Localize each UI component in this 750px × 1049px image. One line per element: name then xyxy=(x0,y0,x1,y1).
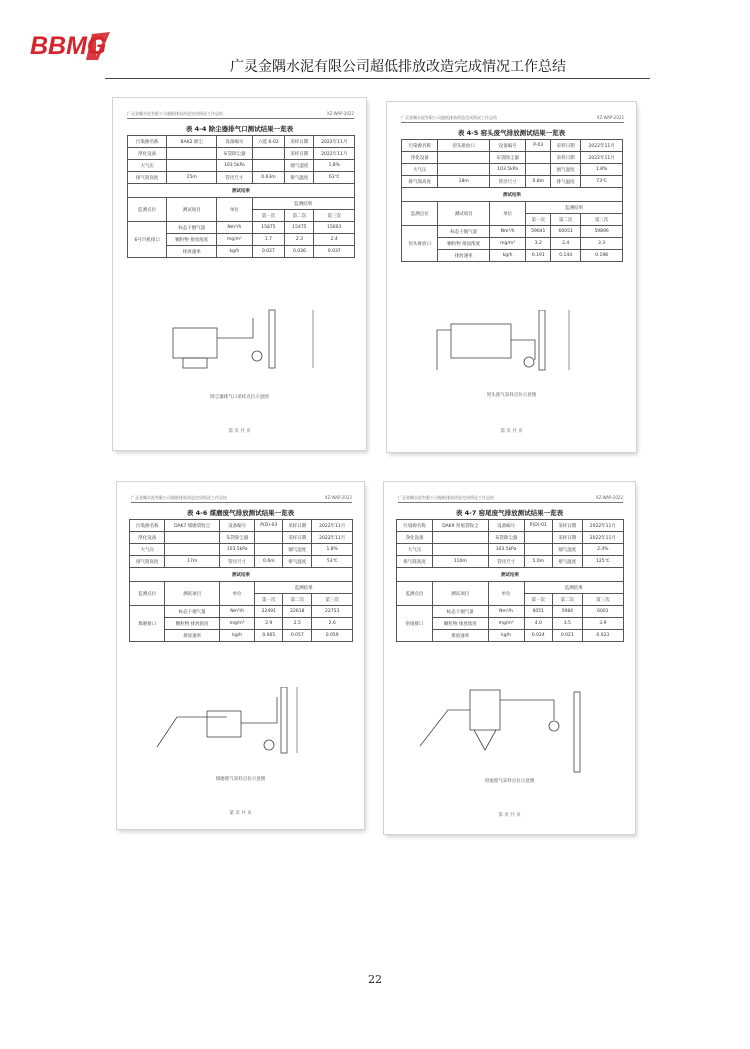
scanned-page-3 xyxy=(117,482,364,829)
info-cell: 排气温度 xyxy=(285,172,314,184)
scan-header xyxy=(131,494,352,503)
info-cell: P(D)-03 xyxy=(255,520,283,532)
section-row xyxy=(128,184,355,198)
info-cell xyxy=(255,544,283,556)
info-cell: 布袋除尘器 xyxy=(488,532,524,544)
info-cell xyxy=(524,544,552,556)
value-cell: 2.3 xyxy=(285,234,314,246)
unit-cell: mg/m³ xyxy=(217,234,252,246)
unit-cell: kg/h xyxy=(219,630,254,642)
info-cell: DAK7 煤磨袋收尘 xyxy=(165,520,220,532)
scan-header-right: XZ-WAP-2022 xyxy=(596,115,624,120)
info-row xyxy=(130,544,353,556)
section-row xyxy=(402,188,623,202)
run-header: 第三次 xyxy=(312,594,353,606)
info-cell: 2.4% xyxy=(582,544,623,556)
info-row xyxy=(397,544,624,556)
info-cell: 管径尺寸 xyxy=(488,556,524,568)
section-label: 测试结果 xyxy=(397,568,624,582)
run-header: 第一次 xyxy=(252,210,285,222)
info-cell: 六选 6-02 xyxy=(252,136,285,148)
scanned-page-2 xyxy=(387,102,636,452)
run-header: 第二次 xyxy=(283,594,312,606)
value-cell: 22618 xyxy=(283,606,312,618)
info-cell: 18m xyxy=(438,176,489,188)
info-cell: 5.0m xyxy=(524,556,552,568)
info-row xyxy=(130,556,353,568)
info-cell: 布袋除尘器 xyxy=(219,532,254,544)
page-title: 广灵金隅水泥有限公司超低排放改造完成情况工作总结 xyxy=(230,59,566,75)
info-cell: 排气筒高度 xyxy=(128,172,167,184)
info-cell: 2022年11月 xyxy=(581,140,623,152)
info-cell: 大气压 xyxy=(402,164,438,176)
data-row xyxy=(128,222,355,234)
info-cell xyxy=(433,532,488,544)
value-cell: 59641 xyxy=(526,226,551,238)
item-cell xyxy=(438,250,489,262)
info-cell: 2022年11月 xyxy=(312,520,353,532)
value-cell: 0.144 xyxy=(551,250,581,262)
info-cell xyxy=(524,532,552,544)
duct xyxy=(420,710,470,746)
stack xyxy=(269,310,275,368)
sampling-diagram xyxy=(153,308,353,428)
scan-header-right: XZ-WAP-2022 xyxy=(324,495,352,500)
info-cell xyxy=(165,544,220,556)
scan-header-left: 广灵金隅水泥有限公司超低排放改造完成情况工作总结 xyxy=(131,495,227,500)
info-cell: 25m xyxy=(167,172,217,184)
col-header-group: 监测结果 xyxy=(252,198,354,210)
item-cell xyxy=(167,246,217,258)
info-row xyxy=(402,152,623,164)
col-header-group: 监测结果 xyxy=(524,582,623,594)
logo-text: BBMG xyxy=(30,32,107,60)
info-cell xyxy=(526,164,551,176)
row-group-label: 煤磨排口 xyxy=(130,606,165,642)
item-cell xyxy=(438,226,489,238)
value-cell: 6001 xyxy=(582,606,623,618)
info-cell: 设备编号 xyxy=(219,520,254,532)
run-header: 第一次 xyxy=(255,594,283,606)
info-cell: 采样日期 xyxy=(285,148,314,160)
info-cell: 排气筒高度 xyxy=(397,556,433,568)
item-cell xyxy=(438,238,489,250)
value-cell: 6051 xyxy=(524,606,552,618)
col-header-group: 监测结果 xyxy=(255,582,353,594)
value-cell: 3.9 xyxy=(582,618,623,630)
info-cell: 125℃ xyxy=(582,556,623,568)
value-cell: 60051 xyxy=(551,226,581,238)
item-group: 颗粒物 xyxy=(175,621,190,627)
info-cell xyxy=(438,164,489,176)
item-name: 排放速率 xyxy=(182,249,201,255)
info-cell xyxy=(526,152,551,164)
info-cell: 53℃ xyxy=(312,556,353,568)
value-cell: 2.4 xyxy=(551,238,581,250)
info-cell: 烟气湿度 xyxy=(551,164,581,176)
section-label: 测试结果 xyxy=(130,568,353,582)
sampling-diagram xyxy=(417,310,617,430)
value-cell: 0.059 xyxy=(312,630,353,642)
value-cell: 15603 xyxy=(314,222,355,234)
unit-cell: Nm³/h xyxy=(217,222,252,234)
hopper xyxy=(474,730,496,750)
stack xyxy=(539,310,545,370)
info-cell: 净化设备 xyxy=(402,152,438,164)
table-title: 表 4-4 除尘器排气口测试结果一览表 xyxy=(185,125,294,133)
scan-header-right: XZ-WAP-2022 xyxy=(326,111,354,116)
test-results-table xyxy=(401,139,623,262)
info-cell: BAK2 除尘 xyxy=(167,136,217,148)
info-cell: 设备编号 xyxy=(489,140,525,152)
run-header: 第二次 xyxy=(285,210,314,222)
duct xyxy=(500,700,554,720)
info-cell: 采样日期 xyxy=(551,140,581,152)
col-header-row xyxy=(130,582,353,594)
info-cell: 污染源名称 xyxy=(397,520,433,532)
value-cell: 2.6 xyxy=(312,618,353,630)
info-cell: P-03 xyxy=(526,140,551,152)
col-header: 测试项目 xyxy=(165,582,220,606)
hopper xyxy=(183,358,207,368)
info-cell: 103.5kPa xyxy=(489,164,525,176)
info-cell: 大气压 xyxy=(130,544,165,556)
value-cell: 3.5 xyxy=(552,618,582,630)
value-cell: 22491 xyxy=(255,606,283,618)
info-cell xyxy=(255,532,283,544)
info-row xyxy=(128,160,355,172)
section-label: 测试结果 xyxy=(128,184,355,198)
fan-icon xyxy=(252,351,262,361)
info-cell: 大气压 xyxy=(397,544,433,556)
col-header: 单位 xyxy=(489,202,525,226)
item-name: 排放速率 xyxy=(454,253,473,259)
value-cell: 3.3 xyxy=(581,238,623,250)
col-header: 监测点位 xyxy=(128,198,167,222)
item-name: 排放浓度 xyxy=(458,621,477,627)
table-title: 表 4-7 窑尾废气排放测试结果一览表 xyxy=(455,509,564,517)
col-header: 测试项目 xyxy=(438,202,489,226)
duct xyxy=(217,318,253,338)
value-cell: 15475 xyxy=(285,222,314,234)
item-group: 颗粒物 xyxy=(447,241,461,247)
scan-header xyxy=(127,110,354,119)
col-header-row xyxy=(402,202,623,214)
diagram-caption: 窑头废气采样点位示意图 xyxy=(486,393,537,398)
col-header: 单位 xyxy=(488,582,524,606)
info-cell: 采样日期 xyxy=(283,520,312,532)
col-header: 监测点位 xyxy=(402,202,438,226)
unit-cell: Nm³/h xyxy=(219,606,254,618)
row-group-label: 窑头排放口 xyxy=(402,226,438,262)
run-header: 第一次 xyxy=(526,214,551,226)
item-name: 排放速率 xyxy=(451,633,470,639)
sampling-diagram xyxy=(414,680,614,810)
info-cell: 污染源名称 xyxy=(130,520,165,532)
section-label: 测试结果 xyxy=(402,188,623,202)
fan-icon xyxy=(549,721,559,731)
info-cell xyxy=(252,160,285,172)
col-header-row xyxy=(128,198,355,210)
info-cell: 采样日期 xyxy=(283,532,312,544)
collector-box xyxy=(173,328,217,358)
run-header: 第三次 xyxy=(581,214,623,226)
stack xyxy=(574,692,580,772)
info-row xyxy=(397,556,624,568)
scan-header xyxy=(398,494,623,503)
item-name: 排放速率 xyxy=(183,633,202,639)
value-cell: 22753 xyxy=(312,606,353,618)
scan-footer: 第 页 共 页 xyxy=(500,429,523,434)
item-cell xyxy=(165,606,220,618)
info-row xyxy=(130,532,353,544)
item-cell xyxy=(433,606,488,618)
info-cell: 烟气湿度 xyxy=(283,544,312,556)
info-cell: 排气温度 xyxy=(551,176,581,188)
col-header: 测试项目 xyxy=(433,582,488,606)
info-cell: 污染源名称 xyxy=(128,136,167,148)
value-cell: 59896 xyxy=(581,226,623,238)
scanned-page-1 xyxy=(113,98,366,450)
info-row xyxy=(128,148,355,160)
info-cell: 17m xyxy=(165,556,220,568)
diagram-caption: 煤磨废气采样点位示意图 xyxy=(215,777,266,782)
item-group: 颗粒物 xyxy=(175,237,189,243)
unit-cell: kg/h xyxy=(217,246,252,258)
value-cell: 0.027 xyxy=(252,246,285,258)
info-cell: P(D)-01 xyxy=(524,520,552,532)
value-cell: 3.2 xyxy=(526,238,551,250)
value-cell: 0.024 xyxy=(524,630,552,642)
info-cell: 1.8% xyxy=(581,164,623,176)
info-cell: 2022年11月 xyxy=(582,520,623,532)
col-header: 监测点位 xyxy=(130,582,165,606)
value-cell: 0.021 xyxy=(552,630,582,642)
value-cell: 0.057 xyxy=(283,630,312,642)
item-cell xyxy=(167,222,217,234)
scanned-page-4 xyxy=(384,482,635,834)
info-cell: 设备编号 xyxy=(488,520,524,532)
info-cell: 103.5kPa xyxy=(217,160,252,172)
info-cell xyxy=(433,544,488,556)
info-cell: 排气筒高度 xyxy=(130,556,165,568)
info-cell: 1.8% xyxy=(314,160,355,172)
info-cell: 排气筒高度 xyxy=(402,176,438,188)
info-cell xyxy=(167,160,217,172)
item-name: 排放浓度 xyxy=(190,237,209,243)
info-cell: 采样日期 xyxy=(552,520,582,532)
item-name: 标态干烟气量 xyxy=(446,609,474,615)
item-name: 排放浓度 xyxy=(190,621,209,627)
item-name: 标态干烟气量 xyxy=(178,609,206,615)
info-cell: 110m xyxy=(433,556,488,568)
test-results-table xyxy=(396,519,624,642)
info-cell: 烟气湿度 xyxy=(552,544,582,556)
info-cell: 烟气湿度 xyxy=(285,160,314,172)
info-cell: 排气温度 xyxy=(283,556,312,568)
item-cell xyxy=(165,630,220,642)
item-cell xyxy=(167,234,217,246)
info-cell: 2022年11月 xyxy=(581,152,623,164)
col-header: 测试项目 xyxy=(167,198,217,222)
unit-cell: Nm³/h xyxy=(488,606,524,618)
info-cell: 净化设备 xyxy=(397,532,433,544)
duct xyxy=(157,717,227,747)
row-group-label: 6号汽机排口 xyxy=(128,222,167,258)
test-results-table xyxy=(129,519,353,642)
duct xyxy=(511,340,535,360)
value-cell: 1.7 xyxy=(252,234,285,246)
info-cell xyxy=(167,148,217,160)
col-header-row xyxy=(397,582,624,594)
col-header: 单位 xyxy=(217,198,252,222)
diagram-caption: 除尘器排气口采样点位示意图 xyxy=(210,395,269,400)
info-cell: 设备编号 xyxy=(217,136,252,148)
info-cell: 大气压 xyxy=(128,160,167,172)
value-cell: 5984 xyxy=(552,606,582,618)
stack xyxy=(281,687,287,753)
scan-header-right: XZ-WAP-2022 xyxy=(595,495,623,500)
info-cell: 0.6m xyxy=(255,556,283,568)
info-row xyxy=(128,136,355,148)
info-cell: 采样日期 xyxy=(551,152,581,164)
diagram-caption: 窑尾废气采样点位示意图 xyxy=(484,779,535,784)
info-row xyxy=(397,532,624,544)
info-cell: 2022年11月 xyxy=(312,532,353,544)
info-cell: 布袋除尘器 xyxy=(489,152,525,164)
col-header: 监测点位 xyxy=(397,582,433,606)
item-name: 标态干烟气量 xyxy=(178,225,206,231)
info-cell: 采样日期 xyxy=(285,136,314,148)
info-row xyxy=(402,164,623,176)
run-header: 第三次 xyxy=(582,594,623,606)
row-group-label: 窑尾排口 xyxy=(397,606,433,642)
value-cell: 0.037 xyxy=(314,246,355,258)
info-cell: 2022年11月 xyxy=(314,136,355,148)
fan-icon xyxy=(524,357,534,367)
table-title: 表 4-5 窑头废气排放测试结果一览表 xyxy=(457,129,566,137)
value-cell: 0.191 xyxy=(526,250,551,262)
info-cell: 管径尺寸 xyxy=(489,176,525,188)
col-header-group: 监测结果 xyxy=(526,202,623,214)
info-cell: 73℃ xyxy=(581,176,623,188)
duct xyxy=(437,330,451,370)
run-header: 第一次 xyxy=(524,594,552,606)
info-cell: 管径尺寸 xyxy=(219,556,254,568)
info-cell xyxy=(165,532,220,544)
unit-cell: kg/h xyxy=(489,250,525,262)
value-cell: 15875 xyxy=(252,222,285,234)
info-row xyxy=(402,140,623,152)
value-cell: 2.9 xyxy=(255,618,283,630)
info-cell: 1.8% xyxy=(312,544,353,556)
collector-box xyxy=(451,324,511,358)
duct xyxy=(241,697,277,723)
section-row xyxy=(130,568,353,582)
data-row xyxy=(130,606,353,618)
info-row xyxy=(130,520,353,532)
info-cell: 2022年11月 xyxy=(582,532,623,544)
value-cell: 4.0 xyxy=(524,618,552,630)
run-header: 第三次 xyxy=(314,210,355,222)
scan-footer: 第 页 共 页 xyxy=(229,811,252,816)
value-cell: 2.4 xyxy=(314,234,355,246)
data-row xyxy=(402,226,623,238)
info-cell: 103.5kPa xyxy=(219,544,254,556)
info-cell: 103.5kPa xyxy=(488,544,524,556)
info-cell xyxy=(252,148,285,160)
item-cell xyxy=(433,618,488,630)
item-name: 排放浓度 xyxy=(462,241,481,247)
unit-cell: mg/m³ xyxy=(489,238,525,250)
item-cell xyxy=(433,630,488,642)
scan-footer: 第 页 共 页 xyxy=(498,813,521,818)
info-row xyxy=(402,176,623,188)
scan-header-left: 广灵金隅水泥有限公司超低排放改造完成情况工作总结 xyxy=(127,111,223,116)
info-cell: 63℃ xyxy=(314,172,355,184)
info-cell: 0.8m xyxy=(526,176,551,188)
value-cell: 0.036 xyxy=(285,246,314,258)
info-cell: 管径尺寸 xyxy=(217,172,252,184)
info-cell: 采样日期 xyxy=(552,532,582,544)
info-cell xyxy=(438,152,489,164)
scan-header-left: 广灵金隅水泥有限公司超低排放改造完成情况工作总结 xyxy=(398,495,494,500)
info-row xyxy=(128,172,355,184)
info-row xyxy=(397,520,624,532)
header-divider xyxy=(105,78,650,79)
fan-icon xyxy=(264,740,274,750)
col-header: 单位 xyxy=(219,582,254,606)
unit-cell: Nm³/h xyxy=(489,226,525,238)
info-cell: 布袋除尘器 xyxy=(217,148,252,160)
page-number: 22 xyxy=(368,973,382,986)
value-cell: 2.5 xyxy=(283,618,312,630)
value-cell: 0.023 xyxy=(582,630,623,642)
scan-footer: 第 页 共 页 xyxy=(228,429,251,434)
info-cell: 窑头排放口 xyxy=(438,140,489,152)
sampling-diagram xyxy=(147,687,347,807)
value-cell: 0.198 xyxy=(581,250,623,262)
info-cell: 0.63m xyxy=(252,172,285,184)
run-header: 第二次 xyxy=(551,214,581,226)
item-cell xyxy=(165,618,220,630)
info-cell: 2022年11月 xyxy=(314,148,355,160)
scan-header xyxy=(401,114,624,123)
unit-cell: kg/h xyxy=(488,630,524,642)
scan-header-left: 广灵金隅水泥有限公司超低排放改造完成情况工作总结 xyxy=(401,115,497,120)
info-cell: DAK9 窑尾袋收尘 xyxy=(433,520,488,532)
item-group: 颗粒物 xyxy=(443,621,458,627)
company-logo xyxy=(30,30,140,62)
info-cell: 污染源名称 xyxy=(402,140,438,152)
collector-box xyxy=(207,711,241,737)
unit-cell: mg/m³ xyxy=(219,618,254,630)
info-cell: 净化设备 xyxy=(128,148,167,160)
data-row xyxy=(397,606,624,618)
info-cell: 净化设备 xyxy=(130,532,165,544)
unit-cell: mg/m³ xyxy=(488,618,524,630)
info-cell: 排气温度 xyxy=(552,556,582,568)
section-row xyxy=(397,568,624,582)
item-name: 标态干烟气量 xyxy=(450,229,478,235)
table-title: 表 4-6 煤磨废气排放测试结果一览表 xyxy=(186,509,295,517)
value-cell: 0.065 xyxy=(255,630,283,642)
test-results-table xyxy=(127,135,355,258)
tower-box xyxy=(470,690,500,730)
run-header: 第二次 xyxy=(552,594,582,606)
